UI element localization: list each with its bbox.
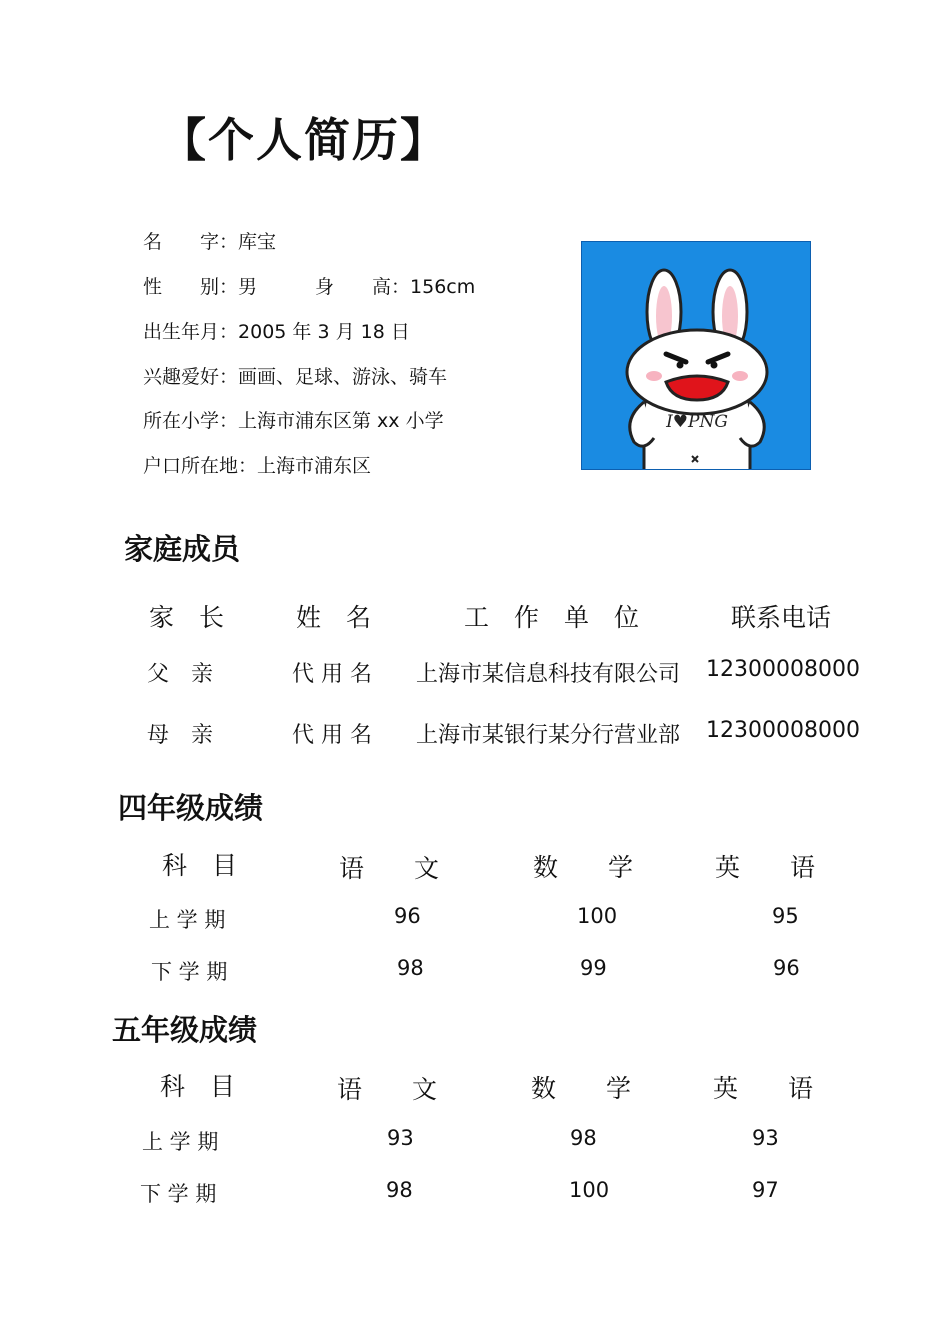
- family-row-1-relation: 父 亲: [147, 662, 214, 687]
- info-hukou-label: 户口所在地：: [143, 455, 258, 477]
- grade5-header-chinese: 语 文: [337, 1075, 438, 1104]
- grade5-row-2-english: 97: [752, 1178, 779, 1202]
- info-name-label: 名 字：: [143, 231, 239, 253]
- grade5-row-1-chinese: 93: [387, 1126, 414, 1150]
- profile-photo: [581, 241, 811, 470]
- family-row-2-relation: 母 亲: [147, 723, 214, 748]
- grade5-header-subject: 科 目: [160, 1072, 236, 1101]
- family-header-parent: 家 长: [149, 603, 225, 632]
- grade4-row-2-chinese: 98: [397, 956, 424, 980]
- grade4-header-english: 英 语: [715, 853, 816, 882]
- info-name-value: 库宝: [238, 231, 277, 253]
- info-gender: [143, 272, 257, 299]
- info-height-value: 156cm: [410, 276, 476, 298]
- info-gender-label: 性 别：: [143, 276, 239, 298]
- grade4-section-title: 四年级成绩: [118, 791, 264, 825]
- info-school-value: 上海市浦东区第 xx 小学: [238, 410, 444, 432]
- info-hukou-value: 上海市浦东区: [257, 455, 372, 477]
- grade5-row-2-chinese: 98: [386, 1178, 413, 1202]
- family-row-2-employer: 上海市某银行某分行营业部: [416, 723, 681, 748]
- family-row-2-phone: 12300008000: [706, 718, 860, 743]
- family-row-2-name: 代 用 名: [292, 723, 372, 748]
- info-school: [143, 406, 444, 433]
- info-school-label: 所在小学：: [143, 410, 239, 432]
- info-hobby-value: 画画、足球、游泳、骑车: [238, 366, 448, 388]
- grade4-row-2-math: 99: [580, 956, 607, 980]
- grade4-row-2-english: 96: [773, 956, 800, 980]
- page-title: 【个人简历】: [160, 113, 448, 167]
- info-birth-label: 出生年月：: [143, 321, 239, 343]
- grade5-row-1-math: 98: [570, 1126, 597, 1150]
- info-hobby: [143, 362, 447, 389]
- grade5-header-english: 英 语: [713, 1074, 814, 1103]
- info-gender-value: 男: [238, 276, 258, 298]
- info-hobby-label: 兴趣爱好：: [143, 366, 239, 388]
- grade4-row-1-math: 100: [577, 904, 618, 928]
- family-row-1-employer: 上海市某信息科技有限公司: [416, 662, 681, 687]
- grade5-row-1-english: 93: [752, 1126, 779, 1150]
- info-birth-value: 2005 年 3 月 18 日: [238, 321, 410, 343]
- family-header-name: 姓 名: [296, 603, 372, 632]
- bunny-avatar-icon: [582, 242, 811, 470]
- grade4-row-2-term: 下 学 期: [151, 960, 228, 984]
- family-row-1-phone: 12300008000: [706, 657, 860, 682]
- info-height-label: 身 高：: [315, 276, 411, 298]
- grade5-section-title: 五年级成绩: [112, 1013, 258, 1047]
- grade4-header-subject: 科 目: [162, 851, 238, 880]
- grade5-row-2-math: 100: [569, 1178, 610, 1202]
- info-hukou: [143, 451, 371, 478]
- family-header-employer: 工 作 单 位: [464, 603, 640, 632]
- grade5-row-1-term: 上 学 期: [142, 1130, 219, 1154]
- grade4-row-1-chinese: 96: [394, 904, 421, 928]
- grade4-row-1-term: 上 学 期: [149, 908, 226, 932]
- grade5-row-2-term: 下 学 期: [140, 1182, 217, 1206]
- grade4-header-chinese: 语 文: [339, 854, 440, 883]
- grade4-header-math: 数 学: [533, 853, 634, 882]
- info-birth: [143, 317, 410, 344]
- info-name: [143, 227, 276, 254]
- info-height: [315, 272, 475, 299]
- family-header-phone: 联系电话: [731, 603, 832, 632]
- family-section-title: 家庭成员: [124, 532, 241, 566]
- photo-shirt-text: I♥PNG: [666, 412, 728, 432]
- grade4-row-1-english: 95: [772, 904, 799, 928]
- grade5-header-math: 数 学: [531, 1074, 632, 1103]
- family-row-1-name: 代 用 名: [292, 662, 372, 687]
